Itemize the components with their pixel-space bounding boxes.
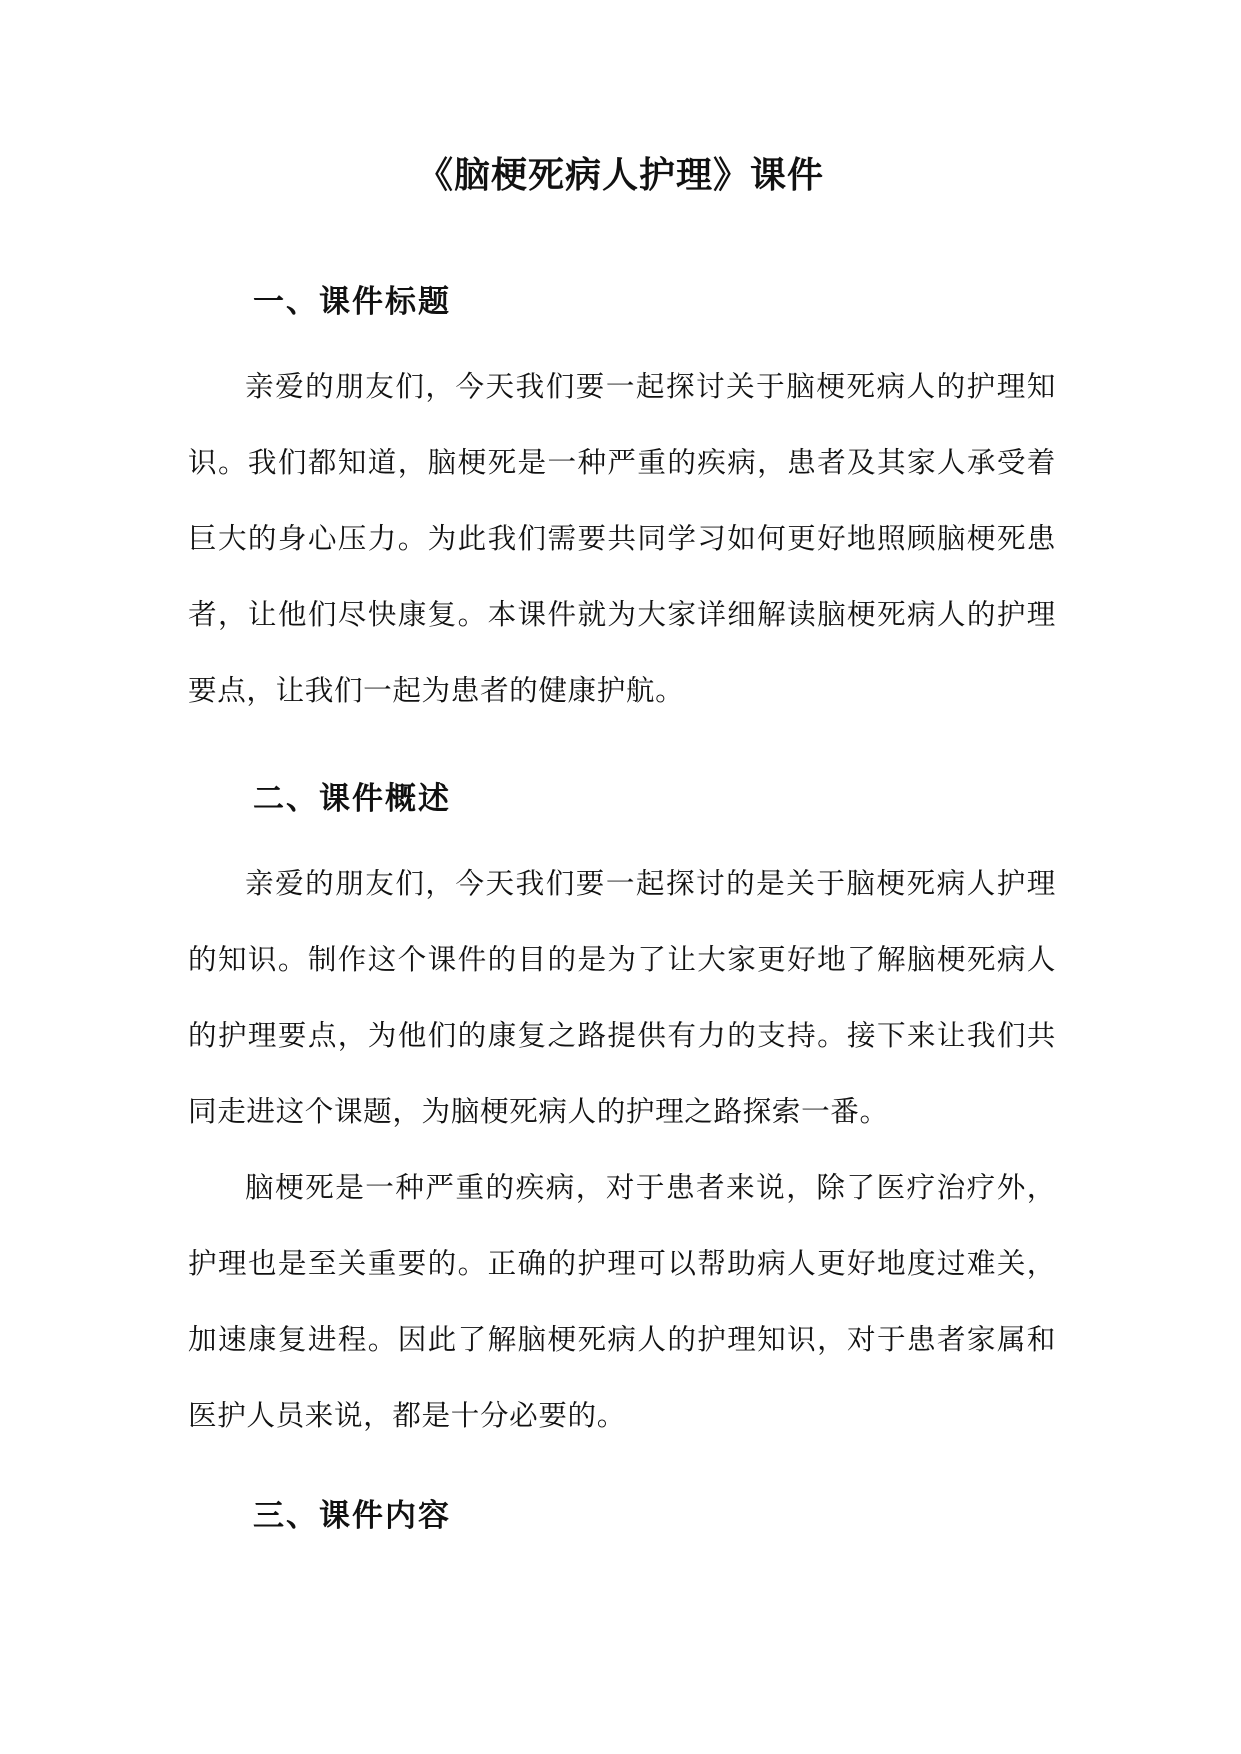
section-heading-course-title: 一、课件标题	[253, 284, 451, 320]
section-heading-course-overview: 二、课件概述	[253, 781, 451, 817]
document-title: 《脑梗死病人护理》课件	[416, 155, 824, 196]
paragraph: 亲爱的朋友们，今天我们要一起探讨的是关于脑梗死病人护理的知识。制作这个课件的目的是为了让大家更好地了解脑梗死病人的护理要点，为他们的康复之路提供有力的支持。接下来让我们共同走进这个课题，为脑梗死病人的护理之路探索一番。	[188, 866, 1056, 1128]
section-heading-course-content: 三、课件内容	[253, 1498, 451, 1534]
paragraph: 亲爱的朋友们，今天我们要一起探讨关于脑梗死病人的护理知识。我们都知道，脑梗死是一种严重的疾病，患者及其家人承受着巨大的身心压力。为此我们需要共同学习如何更好地照顾脑梗死患者，让他们尽快康复。本课件就为大家详细解读脑梗死病人的护理要点，让我们一起为患者的健康护航。	[188, 369, 1056, 707]
paragraph: 脑梗死是一种严重的疾病，对于患者来说，除了医疗治疗外，护理也是至关重要的。正确的护理可以帮助病人更好地度过难关，加速康复进程。因此了解脑梗死病人的护理知识，对于患者家属和医护人员来说，都是十分必要的。	[188, 1170, 1056, 1432]
